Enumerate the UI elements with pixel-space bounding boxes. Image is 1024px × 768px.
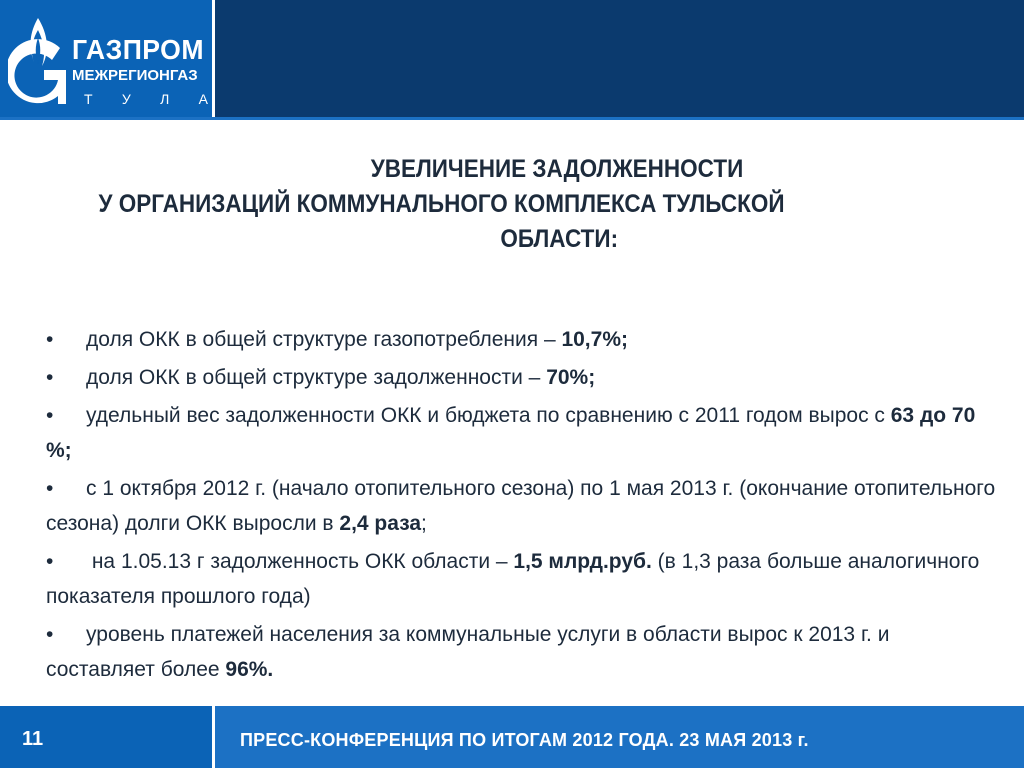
page-number: 11 [22,728,44,750]
gas-flame-logo-icon [8,8,70,108]
bullet-highlight: 96%. [225,658,274,681]
header-divider [0,117,1024,120]
bullet-item [46,398,996,468]
city-letter: Т [84,91,93,107]
bullet-marker: • [46,477,54,500]
title-line-3: ОБЛАСТИ: [500,225,619,253]
bullet-highlight: 2,4 раза [339,512,422,535]
title-line-2: У ОРГАНИЗАЦИЙ КОММУНАЛЬНОГО КОМПЛЕКСА ТУЛЬСКОЙ [98,190,785,218]
bullet-marker: • [46,366,54,389]
bullet-highlight: 10,7%; [561,328,628,351]
bullet-text: на 1.05.13 г задолженность ОКК области – [86,550,514,573]
city-letter: А [198,91,208,107]
bullet-text: с 1 октября 2012 г. (начало отопительного сезона) по 1 мая 2013 г. (окончание отопительного сезона) долги ОКК выросли в [46,477,996,535]
bullet-marker: • [46,404,54,427]
bullet-item [46,360,996,395]
bullet-tail: ; [421,512,427,535]
bullet-text: уровень платежей населения за коммунальные услуги в области вырос к 2013 г. и составляет более [46,623,890,681]
bullet-marker: • [46,328,54,351]
page-number-box [0,706,215,768]
city-name [84,91,208,107]
subbrand-name: МЕЖРЕГИОНГАЗ [72,67,198,84]
bullet-highlight: 63 до 70 %; [46,404,976,462]
city-letter: Л [160,91,170,107]
footer-bar [0,706,1024,768]
brand-name: ГАЗПРОМ [72,34,204,65]
bullet-item [46,544,996,614]
bullet-item [46,322,996,357]
bullet-marker: • [46,550,54,573]
title-line-1: УВЕЛИЧЕНИЕ ЗАДОЛЖЕННОСТИ [370,155,744,183]
city-letter: У [121,91,131,107]
bullet-text: доля ОКК в общей структуре задолженности – [86,366,547,389]
company-logo [0,0,215,117]
footer-caption: ПРЕСС-КОНФЕРЕНЦИЯ ПО ИТОГАМ 2012 ГОДА. 23 МАЯ 2013 г. [240,730,809,750]
bullet-marker: • [46,623,54,646]
bullet-item [46,471,996,541]
bullet-item [46,617,996,687]
bullet-text: удельный вес задолженности ОКК и бюджета по сравнению с 2011 годом вырос с [86,404,891,427]
slide-title [40,152,1020,257]
bullet-tail: (в 1,3 раза больше аналогичного показателя прошлого года) [46,550,980,608]
bullet-highlight: 70%; [546,366,596,389]
bullet-highlight: 1,5 млрд.руб. [513,550,652,573]
bullet-list [46,322,996,690]
bullet-text: доля ОКК в общей структуре газопотребления – [86,328,562,351]
